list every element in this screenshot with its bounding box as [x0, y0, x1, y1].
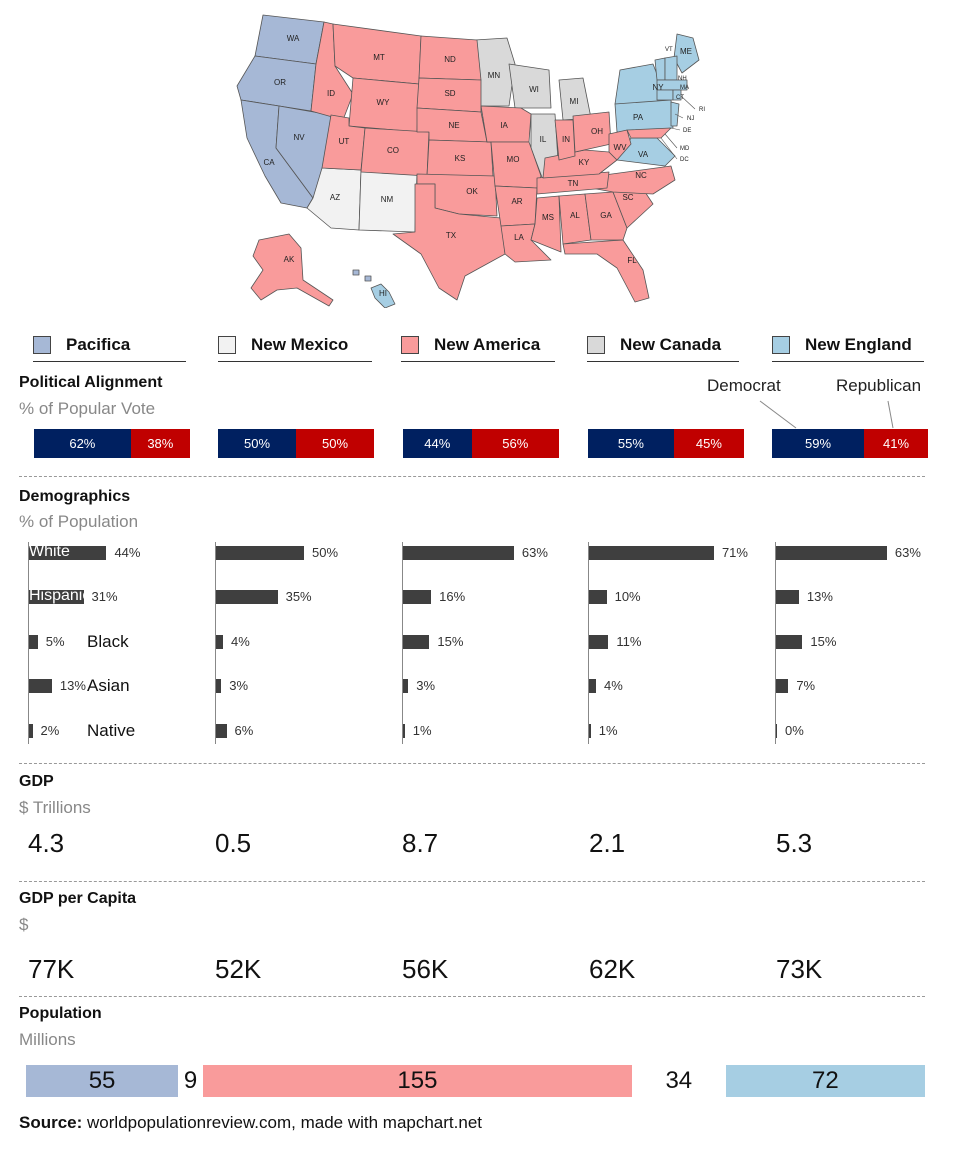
demographic-bar [776, 590, 799, 604]
map-label-VT: VT [665, 47, 673, 53]
us-map-svg [225, 8, 735, 308]
demographic-category-label: White [29, 543, 70, 560]
map-label-GA: GA [600, 211, 612, 220]
democrat-segment: 44% [403, 429, 472, 458]
map-label-RI: RI [699, 107, 705, 113]
state-PA [615, 100, 673, 132]
map-label-UT: UT [338, 137, 350, 146]
state-NH [665, 56, 677, 80]
republican-annotation: Republican [836, 376, 922, 395]
legend-label: New Mexico [251, 335, 349, 354]
divider-1 [19, 476, 925, 477]
map-label-WA: WA [286, 34, 300, 43]
demographic-percent: 71% [721, 545, 748, 560]
map-label-TN: TN [567, 179, 579, 188]
map-label-WI: WI [529, 85, 539, 94]
legend-item [33, 333, 186, 361]
demographic-bar [403, 679, 408, 693]
map-label-AL: AL [570, 211, 580, 220]
republican-segment: 56% [472, 429, 559, 458]
legend-item [218, 333, 372, 361]
demographic-percent: 10% [614, 589, 641, 604]
map-label-CO: CO [387, 146, 399, 155]
demographic-bar [216, 546, 304, 560]
demographic-category-label: Hispanic [29, 587, 91, 604]
source-line [19, 1113, 482, 1133]
map-label-MD: MD [680, 146, 690, 152]
population-segment: 9 [178, 1065, 203, 1097]
map-label-MT: MT [373, 53, 385, 62]
state-HI-isles [353, 270, 371, 281]
democrat-segment: 55% [588, 429, 674, 458]
demographic-bar [29, 724, 33, 738]
legend-item [587, 333, 739, 361]
legend-label: Pacifica [66, 335, 131, 354]
map-label-TX: TX [445, 231, 457, 240]
demographic-percent: 63% [894, 545, 921, 560]
republican-segment: 38% [131, 429, 190, 458]
demographic-percent: 15% [437, 634, 464, 649]
source-text: worldpopulationreview.com, made with mapchart.net [82, 1113, 482, 1132]
demographic-bar [403, 635, 429, 649]
map-label-MN: MN [487, 71, 501, 80]
demographic-percent: 15% [810, 634, 837, 649]
demographic-percent: 31% [91, 589, 118, 604]
demographic-bar [589, 590, 607, 604]
demographic-bar [216, 724, 227, 738]
map-label-IA: IA [500, 121, 508, 130]
map-label-NY: NY [652, 83, 664, 92]
democrat-leader-line [760, 401, 796, 428]
legend-label: New America [434, 335, 541, 354]
legend-label: New Canada [620, 335, 722, 354]
state-AR [495, 186, 537, 226]
gdp-value: 0.5 [215, 828, 252, 858]
map-label-NH: NH [678, 76, 687, 82]
demographic-bar [216, 679, 221, 693]
demographic-percent: 7% [796, 678, 816, 693]
legend-swatch [772, 336, 790, 354]
map-label-MO: MO [506, 155, 520, 164]
demographic-category-label: Asian [87, 676, 130, 695]
demographic-percent: 6% [234, 723, 254, 738]
demographic-bar [776, 679, 788, 693]
map-label-ID: ID [327, 89, 335, 98]
gdp-subtitle: $ Trillions [19, 798, 91, 817]
republican-leader-line [888, 401, 893, 428]
legend-item [772, 333, 924, 361]
map-label-NV: NV [293, 133, 305, 142]
demographic-percent: 3% [416, 678, 436, 693]
map-label-ME: ME [680, 47, 692, 56]
demographic-percent: 35% [285, 589, 312, 604]
gdp-value: 2.1 [589, 828, 626, 858]
map-label-SD: SD [444, 89, 456, 98]
map-label-NM: NM [380, 195, 394, 204]
legend-underline [587, 361, 739, 362]
map-label-NE: NE [448, 121, 460, 130]
map-label-WY: WY [376, 98, 390, 107]
demographic-bar [776, 724, 777, 738]
population-segment: 155 [203, 1065, 632, 1097]
demographic-bar [589, 546, 714, 560]
demographic-bar [403, 590, 431, 604]
population-segment: 55 [26, 1065, 178, 1097]
vote-bar [588, 429, 744, 458]
gdp-per-capita-value: 77K [28, 954, 75, 984]
map-label-AZ: AZ [329, 193, 341, 202]
gdp-per-capita-value: 52K [215, 954, 262, 984]
map-label-NJ: NJ [687, 116, 695, 122]
vote-bar [218, 429, 374, 458]
map-label-SC: SC [622, 193, 634, 202]
map-label-KS: KS [454, 154, 466, 163]
demographic-percent: 11% [616, 634, 642, 649]
demographic-percent: 63% [521, 545, 548, 560]
demographic-category-label: Black [87, 632, 129, 651]
demographic-bar [29, 679, 52, 693]
republican-segment: 45% [674, 429, 744, 458]
divider-4 [19, 996, 925, 997]
demographic-percent: 13% [806, 589, 833, 604]
map-label-ND: ND [444, 55, 456, 64]
vote-bar [772, 429, 928, 458]
demographic-percent: 2% [40, 723, 60, 738]
demographic-percent: 50% [312, 545, 339, 560]
demographic-bar [776, 635, 802, 649]
demographic-bar [589, 679, 596, 693]
demographic-bar [29, 635, 38, 649]
demographics-title: Demographics [19, 488, 131, 505]
political-title: Political Alignment [19, 374, 163, 391]
legend-item [401, 333, 555, 361]
demographic-percent: 4% [604, 678, 623, 693]
gdp-value: 5.3 [776, 828, 813, 858]
map-label-AR: AR [511, 197, 523, 206]
gdp-per-capita-title: GDP per Capita [19, 890, 137, 907]
legend-underline [401, 361, 555, 362]
democrat-annotation: Democrat [707, 376, 781, 395]
map-label-OK: OK [466, 187, 478, 196]
population-segment: 72 [726, 1065, 925, 1097]
democrat-segment: 62% [34, 429, 131, 458]
demographic-bar [589, 635, 608, 649]
demographic-percent: 1% [412, 723, 432, 738]
map-label-HI: HI [379, 289, 387, 298]
demographic-category-label: Native [87, 721, 136, 740]
state-FL [563, 240, 649, 302]
gdp-value: 4.3 [28, 828, 65, 858]
state-AK [251, 234, 333, 306]
demographic-percent: 0% [785, 723, 804, 738]
population-title: Population [19, 1005, 102, 1022]
map-label-OH: OH [591, 127, 603, 136]
state-MD [627, 128, 671, 138]
gdp-title: GDP [19, 773, 54, 790]
map-label-WV: WV [613, 143, 627, 152]
map-label-AK: AK [283, 255, 295, 264]
map-label-VA: VA [637, 150, 649, 159]
vote-bar [403, 429, 559, 458]
vote-bar [34, 429, 190, 458]
legend-underline [218, 361, 372, 362]
state-VT [655, 58, 665, 80]
map-label-DC: DC [680, 157, 689, 163]
demographic-bar [403, 546, 514, 560]
political-subtitle: % of Popular Vote [19, 399, 156, 418]
gdp-per-capita-value: 62K [589, 954, 636, 984]
gdp-per-capita-subtitle: $ [19, 915, 29, 934]
demographic-percent: 44% [114, 545, 141, 560]
map-label-MI: MI [569, 97, 579, 106]
gdp-value: 8.7 [402, 828, 439, 858]
demographic-bar [216, 590, 278, 604]
legend-swatch [33, 336, 51, 354]
gdp-per-capita-value: 73K [776, 954, 823, 984]
source-label: Source: [19, 1113, 83, 1132]
demographic-percent: 16% [439, 589, 466, 604]
us-regions-map [225, 8, 735, 308]
map-label-CT: CT [676, 95, 684, 101]
map-label-IL: IL [539, 135, 547, 144]
population-subtitle: Millions [19, 1030, 76, 1049]
legend-label: New England [805, 335, 912, 354]
population-segment: 34 [632, 1065, 726, 1097]
demographic-percent: 5% [45, 634, 65, 649]
demographics-subtitle: % of Population [19, 512, 139, 531]
demographic-percent: 4% [231, 634, 250, 649]
map-label-MA: MA [680, 85, 689, 91]
legend-swatch [218, 336, 236, 354]
republican-segment: 50% [296, 429, 374, 458]
legend-swatch [401, 336, 419, 354]
divider-2 [19, 763, 925, 764]
map-label-FL: FL [627, 256, 637, 265]
map-label-IN: IN [562, 135, 570, 144]
demographic-percent: 3% [229, 678, 249, 693]
republican-segment: 41% [864, 429, 928, 458]
demographic-bar [776, 546, 887, 560]
democrat-segment: 59% [772, 429, 864, 458]
map-label-CA: CA [263, 158, 275, 167]
legend-underline [33, 361, 186, 362]
map-label-PA: PA [632, 113, 644, 122]
map-label-NC: NC [635, 171, 647, 180]
demographic-percent: 1% [598, 723, 618, 738]
map-label-DE: DE [683, 128, 692, 134]
democrat-segment: 50% [218, 429, 296, 458]
legend-underline [772, 361, 924, 362]
map-label-MS: MS [542, 213, 554, 222]
gdp-per-capita-value: 56K [402, 954, 449, 984]
demographic-bar [216, 635, 223, 649]
demographic-bar [589, 724, 591, 738]
map-label-KY: KY [578, 158, 590, 167]
demographic-percent: 13% [59, 678, 86, 693]
map-label-OR: OR [274, 78, 286, 87]
legend-swatch [587, 336, 605, 354]
map-label-LA: LA [514, 233, 524, 242]
divider-3 [19, 881, 925, 882]
demographic-bar [403, 724, 405, 738]
